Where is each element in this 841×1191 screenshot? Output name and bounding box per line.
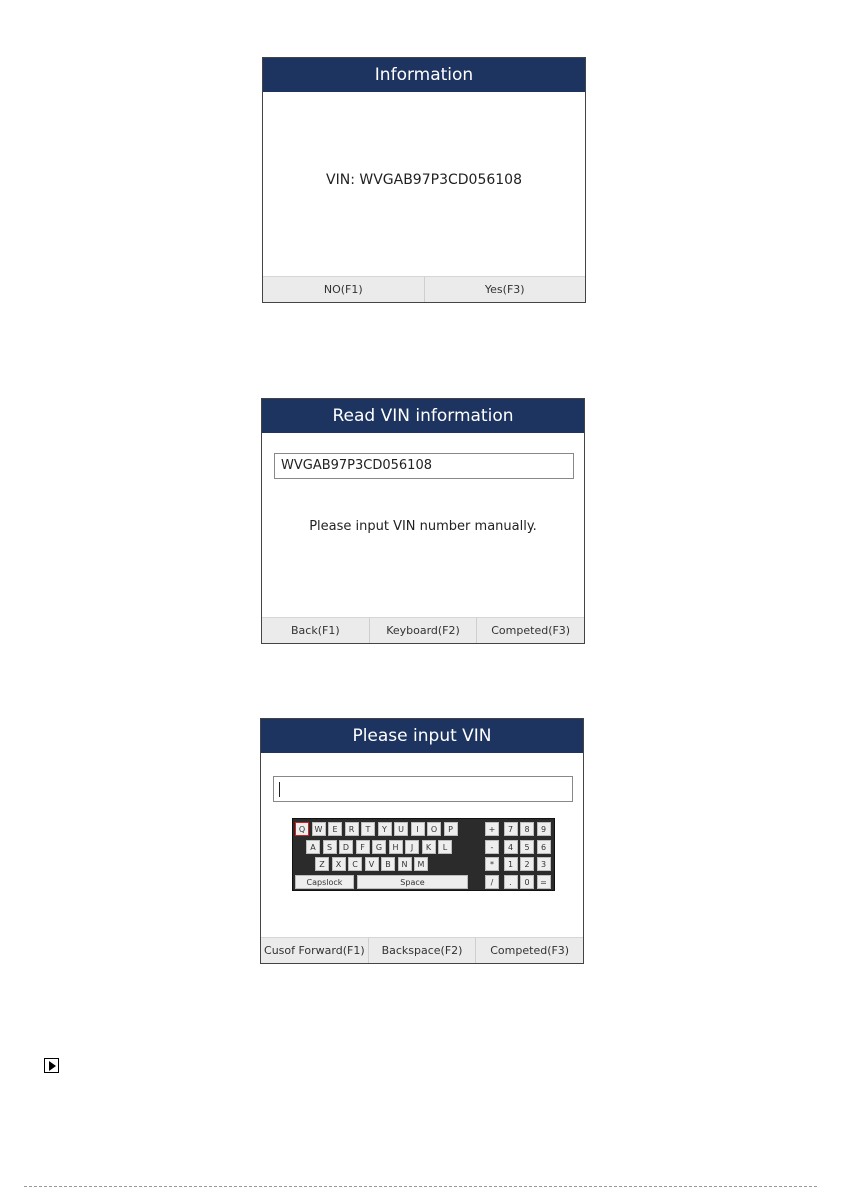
numpad-key[interactable]: 5 (520, 840, 534, 854)
function-key-bar (261, 937, 583, 963)
numpad-key[interactable]: = (537, 875, 551, 889)
key-w[interactable]: W (312, 822, 326, 836)
text-caret (279, 782, 280, 797)
key-h[interactable]: H (389, 840, 403, 854)
numpad-key[interactable]: 7 (504, 822, 518, 836)
function-key-bar (262, 617, 584, 643)
key-j[interactable]: J (405, 840, 419, 854)
screen-title: Read VIN information (262, 399, 584, 433)
numpad-key[interactable]: + (485, 822, 499, 836)
page-footer-divider (24, 1186, 817, 1187)
key-y[interactable]: Y (378, 822, 392, 836)
vin-input[interactable] (273, 776, 573, 802)
key-r[interactable]: R (345, 822, 359, 836)
key-b[interactable]: B (381, 857, 395, 871)
key-v[interactable]: V (365, 857, 379, 871)
completed-button[interactable]: Competed(F3) (475, 938, 583, 963)
key-c[interactable]: C (348, 857, 362, 871)
capslock-key[interactable]: Capslock (295, 875, 354, 889)
key-q[interactable]: Q (295, 822, 309, 836)
screen-title: Information (263, 58, 585, 92)
yes-button[interactable]: Yes(F3) (424, 277, 586, 302)
key-f[interactable]: F (356, 840, 370, 854)
backspace-button[interactable]: Backspace(F2) (368, 938, 476, 963)
space-key[interactable]: Space (357, 875, 468, 889)
numpad-key[interactable]: 1 (504, 857, 518, 871)
cursor-forward-button[interactable]: Cusof Forward(F1) (264, 944, 365, 957)
screen-title: Please input VIN (261, 719, 583, 753)
key-x[interactable]: X (332, 857, 346, 871)
numpad-key[interactable]: 2 (520, 857, 534, 871)
vin-input[interactable]: WVGAB97P3CD056108 (274, 453, 574, 479)
numpad-key[interactable]: * (485, 857, 499, 871)
completed-button[interactable]: Competed(F3) (476, 618, 584, 643)
key-t[interactable]: T (361, 822, 375, 836)
numpad-key[interactable]: . (504, 875, 518, 889)
numpad-key[interactable]: - (485, 840, 499, 854)
screen-body (261, 753, 583, 938)
numpad-key[interactable]: 6 (537, 840, 551, 854)
key-i[interactable]: I (411, 822, 425, 836)
screen-body (263, 92, 585, 277)
manual-input-message: Please input VIN number manually. (309, 519, 537, 534)
screen-body (262, 433, 584, 618)
vin-text: VIN: WVGAB97P3CD056108 (326, 172, 522, 188)
read-vin-screen (261, 398, 585, 644)
key-e[interactable]: E (328, 822, 342, 836)
key-k[interactable]: K (422, 840, 436, 854)
key-n[interactable]: N (398, 857, 412, 871)
key-a[interactable]: A (306, 840, 320, 854)
back-button[interactable]: Back(F1) (291, 624, 340, 637)
key-g[interactable]: G (372, 840, 386, 854)
numpad-key[interactable]: 9 (537, 822, 551, 836)
no-button[interactable]: NO(F1) (323, 283, 363, 296)
key-z[interactable]: Z (315, 857, 329, 871)
key-d[interactable]: D (339, 840, 353, 854)
key-s[interactable]: S (323, 840, 337, 854)
numpad-key[interactable]: 8 (520, 822, 534, 836)
play-triangle-icon (44, 1058, 59, 1073)
key-l[interactable]: L (438, 840, 452, 854)
numpad-key[interactable]: 3 (537, 857, 551, 871)
function-key-bar (263, 276, 585, 302)
input-vin-screen (260, 718, 584, 964)
key-m[interactable]: M (414, 857, 428, 871)
key-u[interactable]: U (394, 822, 408, 836)
key-o[interactable]: O (427, 822, 441, 836)
numpad-key[interactable]: / (485, 875, 499, 889)
numpad-key[interactable]: 0 (520, 875, 534, 889)
keyboard-button[interactable]: Keyboard(F2) (369, 618, 477, 643)
information-screen (262, 57, 586, 303)
key-p[interactable]: P (444, 822, 458, 836)
numpad-key[interactable]: 4 (504, 840, 518, 854)
on-screen-keyboard (292, 818, 555, 891)
